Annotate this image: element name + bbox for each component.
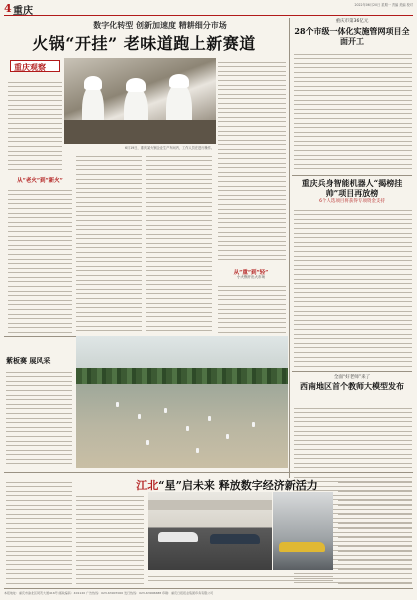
- footer: [4, 588, 413, 598]
- text-column: [6, 368, 72, 468]
- column-divider: [289, 18, 290, 478]
- section-divider: [4, 472, 413, 473]
- text-column: [218, 58, 286, 264]
- subhead-left: 从“老火”到“新火”: [17, 178, 63, 184]
- text-column: [8, 186, 72, 336]
- text-column: [6, 478, 72, 584]
- chef-hat: [84, 76, 102, 90]
- paddleboard: [138, 414, 141, 419]
- headline-rest: “星”启未来 释放数字经济新活力: [158, 479, 318, 492]
- photo-caption: 6月19日，重庆某火锅企业生产车间内，工作人员在进行操作。: [125, 146, 214, 150]
- text-column: [76, 492, 144, 584]
- car: [279, 542, 325, 552]
- bottom-article-headline: [112, 477, 342, 493]
- middle-subhead-sub: 小火锅开出大市场: [237, 275, 265, 279]
- text-column: [8, 78, 62, 174]
- section-tag: [10, 60, 60, 72]
- text-column: [76, 152, 142, 334]
- text-column: [146, 152, 212, 334]
- section-tag-label: 重庆观察: [14, 62, 46, 72]
- right-article1-kicker: 重庆市第36亿元: [335, 19, 369, 24]
- main-article-kicker: 数字化转型 创新加速度 精耕细分市场: [93, 20, 227, 30]
- workbench: [64, 120, 216, 144]
- lake-feature-title: 紫板赛 展风采: [6, 356, 51, 365]
- page-number: 4: [4, 2, 12, 15]
- lake-water: [76, 384, 288, 468]
- right-article3-headline: 西南地区首个教师大模型发布: [300, 381, 404, 391]
- text-column: [148, 572, 333, 586]
- paddleboard: [186, 426, 189, 431]
- right-article2-headline: 重庆兵身智能机器人“揭榜挂帅”项目再放榜: [301, 178, 403, 198]
- masthead: [4, 2, 413, 16]
- showroom-banner: [148, 500, 272, 510]
- paddleboard-lake-photo: [76, 336, 288, 468]
- right-article3-kicker: 全面“好老师”来了: [333, 375, 371, 380]
- text-column: [218, 282, 286, 334]
- masthead-info: 2022年06月20日 星期一 责编 美编 校对: [354, 3, 413, 7]
- chef-hat: [169, 74, 189, 88]
- middle-subhead: 从“重”到“轻”: [233, 270, 269, 276]
- car: [210, 534, 260, 544]
- headline-prefix: 江北: [136, 479, 159, 492]
- article-divider: [292, 175, 412, 176]
- paddleboard: [116, 402, 119, 407]
- text-column: [294, 206, 412, 370]
- text-column: [338, 478, 412, 584]
- car: [158, 532, 198, 542]
- car-photo: [273, 492, 333, 570]
- main-article-headline: 火锅“开挂” 老味道跑上新赛道: [32, 34, 256, 53]
- paddleboard: [196, 448, 199, 453]
- section-name: 重庆: [13, 6, 33, 17]
- paddleboard: [226, 434, 229, 439]
- paddleboard: [252, 422, 255, 427]
- right-article1-headline: 28个市级一体化实施管网项目全面开工: [294, 26, 410, 46]
- paddleboard: [164, 408, 167, 413]
- right-article2-sub: 6个人选项目将获得专项资金支持: [319, 199, 385, 204]
- footer-text: 本报地址：重庆市渝北区同茂大道416号 邮政编码：401120 广告热线：023-63907000 发行热线：023-63906688 印刷：重庆日报报业集团印务有限公司: [4, 591, 214, 595]
- paddleboard: [146, 440, 149, 445]
- car-showroom-photo: [148, 492, 272, 570]
- article-divider: [292, 371, 412, 372]
- hotpot-kitchen-photo: [64, 58, 216, 144]
- chef-hat: [126, 78, 146, 92]
- paddleboard: [208, 416, 211, 421]
- text-column: [294, 50, 412, 174]
